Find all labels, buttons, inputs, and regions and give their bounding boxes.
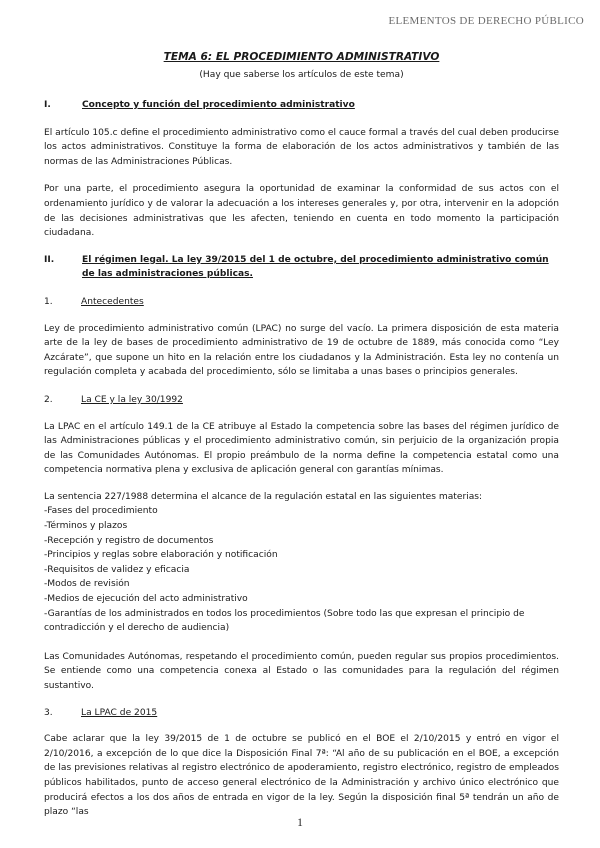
subsection-2-heading [44,393,559,408]
list-intro: La sentencia 227/1988 determina el alcance de la regulación estatal en las siguientes materias: [44,491,483,502]
section-2-number: II. [44,254,55,265]
subsection-2-paragraph: La LPAC en el artículo 149.1 de la CE atribuye al Estado la competencia sobre las bases del régimen jurídico de las Administraciones públicas y el procedimiento administrativo común, sin perjuicio de la organización propia de las Comunidades Autónomas. El propio preámbulo de la norma define la competencia estatal como una competencia normativa plena y exclusiva de aplicación general con garantías mínimas. [44,421,559,476]
list-item: -Garantías de los administrados en todos los procedimientos (Sobre todo las que expresan el principio de contradicción y el derecho de audiencia) [44,608,525,634]
section-1-heading [44,98,559,113]
subsection-1-number: 1. [44,296,53,307]
section-1-paragraph: El artículo 105.c define el procedimiento administrativo como el cauce formal a través del cual deben producirse los actos administrativos. Constituye la forma de elaboración de los actos administrativos y también de las normas de las Administraciones Públicas. [44,127,559,167]
materias-list [44,504,559,635]
subsection-3-heading [44,706,559,721]
subsection-1-heading [44,295,559,310]
section-2-heading [44,253,559,282]
subsection-1-title: Antecedentes [81,296,144,307]
subsection-2-closing-paragraph: Las Comunidades Autónomas, respetando el procedimiento común, pueden regular sus propios procedimientos. Se entiende como una competencia conexa al Estado o las comunidades para la regulación del régimen sustantivo. [44,651,559,691]
subsection-2-title: La CE y la ley 30/1992 [81,394,183,405]
subsection-2-number: 2. [44,394,53,405]
list-item: -Términos y plazos [44,521,128,532]
list-item: -Modos de revisión [44,579,130,590]
section-1-title: Concepto y función del procedimiento administrativo [82,100,355,110]
document-subtitle: (Hay que saberse los artículos de este tema) [199,70,404,80]
document-title: TEMA 6: EL PROCEDIMIENTO ADMINISTRATIVO [163,51,440,63]
list-item: -Medios de ejecución del acto administrativo [44,594,248,605]
page-number: 1 [297,817,303,829]
running-header: ELEMENTOS DE DERECHO PÚBLICO [388,15,584,27]
subsection-3-title: La LPAC de 2015 [81,707,158,718]
subsection-3-paragraph: Cabe aclarar que la ley 39/2015 de 1 de octubre se publicó en el BOE el 2/10/2015 y entró en vigor el 2/10/2016, a excepción de lo que dice la Disposición Final 7ª: “Al año de su publicación en el BOE, a excepción de las previsiones relativas al registro electrónico de apoderamiento, registro electrónico, registro de empleados públicos habilitados, punto de acceso general electrónico de la Administración y archivo único electrónico que producirá efectos a los dos años de entrada en vigor de la ley. Según la disposición final 5ª tendrán un año de plazo “las [44,734,559,818]
list-item: -Fases del procedimiento [44,506,158,517]
document-body [44,50,559,820]
section-2-title: El régimen legal. La ley 39/2015 del 1 de octubre, del procedimiento administrativo común de las administraciones públicas. [82,254,549,280]
list-item: -Requisitos de validez y eficacia [44,564,190,575]
section-1-number: I. [44,100,51,110]
section-1-paragraph: Por una parte, el procedimiento asegura la oportunidad de examinar la conformidad de sus actos con el ordenamiento jurídico y de valorar la adecuación a los intereses generales y, por otra, intervenir en la adopción de las decisiones administrativas que les afecten, teniendo en cuenta en todo momento la participación ciudadana. [44,184,559,239]
list-item: -Principios y reglas sobre elaboración y notificación [44,550,278,561]
subsection-3-number: 3. [44,707,53,718]
subsection-1-paragraph: Ley de procedimiento administrativo común (LPAC) no surge del vacío. La primera disposición de esta materia arte de la ley de bases de procedimiento administrativo de 19 de octubre de 1889, más conocida como “Ley Azcárate”, que supone un hito en la relación entre los ciudadanos y la Administración. Esta ley no contenía un regulación completa y acabada del procedimiento, sólo se limitaba a unas bases o principios generales. [44,323,559,378]
list-item: -Recepción y registro de documentos [44,535,214,546]
